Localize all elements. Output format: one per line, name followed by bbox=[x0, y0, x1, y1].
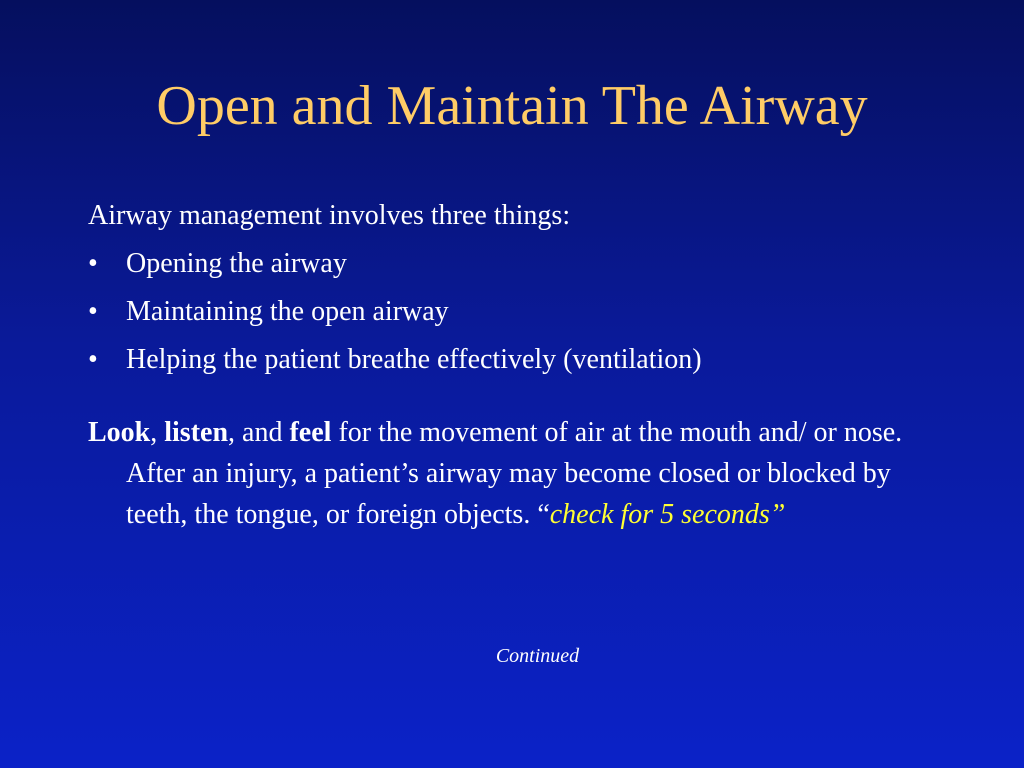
slide-title: Open and Maintain The Airway bbox=[156, 75, 868, 137]
list-item bbox=[88, 342, 948, 378]
bullet-list bbox=[88, 246, 948, 378]
highlight-text: check for 5 seconds bbox=[549, 499, 770, 530]
bullet-text: Maintaining the open airway bbox=[126, 296, 449, 327]
separator-2: , and bbox=[228, 417, 290, 448]
feel-word: feel bbox=[289, 417, 332, 448]
intro-text: Airway management involves three things: bbox=[88, 200, 571, 231]
look-listen-feel-paragraph bbox=[88, 412, 948, 535]
bullet-icon: • bbox=[88, 248, 98, 279]
bullet-text: Helping the patient breathe effectively (ventilation) bbox=[126, 344, 702, 375]
paragraph-body: for the movement of air at the mouth and/ or nose. After an injury, a patient’s airway may become closed or blocked by teeth, the tongue, or foreign objects. “ bbox=[126, 417, 903, 530]
listen-word: listen bbox=[164, 417, 229, 448]
list-item bbox=[88, 246, 948, 282]
separator-1: , bbox=[150, 417, 165, 448]
continued-label: Continued bbox=[495, 645, 580, 667]
look-word: Look bbox=[88, 417, 151, 448]
close-quote: ” bbox=[769, 499, 786, 530]
bullet-icon: • bbox=[88, 344, 98, 375]
list-item bbox=[88, 294, 948, 330]
bullet-icon: • bbox=[88, 296, 98, 327]
slide-body bbox=[88, 198, 948, 535]
bullet-text: Opening the airway bbox=[126, 248, 347, 279]
